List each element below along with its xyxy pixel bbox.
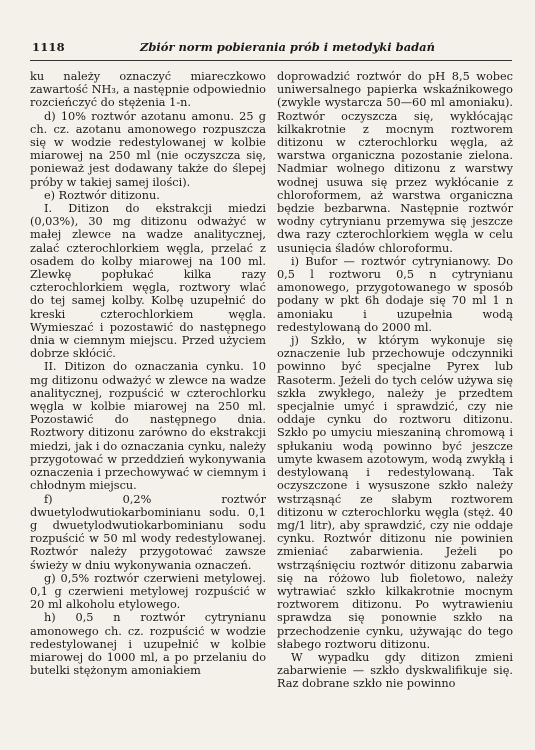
paragraph: W wypadku gdy ditizon zmieni zabarwienie — szkło dyskwalifikuje się. Raz dobrane szkło nie powinno bbox=[277, 650, 513, 691]
paragraph: h) 0,5 n roztwór cytrynianu amonowego ch. cz. rozpuścić w wodzie redestylowanej i uzupełnić w kolbie miarowej do 1000 ml, a po przelaniu do butelki stężonym amoniakiem bbox=[30, 611, 266, 678]
paragraph: e) Roztwór ditizonu. bbox=[44, 188, 160, 202]
paragraph: ku należy oznaczyć miareczkowo zawartość NH₃, a następnie odpowiednio rozcieńczyć do stężenia 1-n. bbox=[30, 70, 266, 110]
page-number: 1118 bbox=[32, 40, 65, 54]
left-column bbox=[30, 70, 266, 677]
paragraph: g) 0,5% roztwór czerwieni metylowej. 0,1 g czerwieni metylowej rozpuścić w 20 ml alkoholu etylowego. bbox=[30, 571, 266, 612]
right-column bbox=[277, 70, 513, 691]
paragraph: doprowadzić roztwór do pH 8,5 wobec uniwersalnego papierka wskaźnikowego (zwykle wystarcza 50—60 ml amoniaku). Roztwór oczyszcza się, wykłócając kilkakrotnie z mocnym roztworem ditizonu w czterochlorku węgla, aż warstwa organiczna pozostanie zielona. Nadmiar wolnego ditizonu z warstwy wodnej usuwa się przez wykłócanie z chloroformem, aż warstwa organiczna będzie bezbarwna. Następnie roztwór wodny cytrynianu przemywa się jeszcze dwa razy czterochlorkiem węgla w celu usunięcia śladów chloroformu. bbox=[277, 70, 513, 255]
header-rule bbox=[30, 60, 512, 61]
page-header bbox=[30, 40, 510, 58]
paragraph: II. Ditizon do oznaczania cynku. 10 mg ditizonu odważyć w zlewce na wadze analitycznej, rozpuścić w czterochlorku węgla w kolbie miarowej na 250 ml. Pozostawić do następnego dnia. Roztwory ditizonu zarówno do ekstrakcji miedzi, jak i do oznaczania cynku, należy przygotować w przeddzień wykonywania oznaczenia i przechowywać w ciemnym i chłodnym miejscu. bbox=[30, 360, 266, 493]
paragraph: d) 10% roztwór azotanu amonu. 25 g ch. cz. azotanu amonowego rozpuszcza się w wodzie redestylowanej w kolbie miarowej na 250 ml (nie oczyszcza się, ponieważ jest dodawany także do ślepej próby w takiej samej ilości). bbox=[30, 109, 266, 189]
paragraph: I. Ditizon do ekstrakcji miedzi (0,03%), 30 mg ditizonu odważyć w małej zlewce na wadze analitycznej, zalać czterochlorkiem węgla, przelać z osadem do kolby miarowej na 100 ml. Zlewkę popłukać kilka razy czterochlorkiem węgla, roztwory wlać do tej samej kolby. Kolbę uzupełnić do kreski czterochlorkiem węgla. Wymieszać i pozostawić do następnego dnia w ciemnym miejscu. Przed użyciem dobrze skłócić. bbox=[30, 202, 266, 361]
paragraph: f) 0,2% roztwór dwuetylodwutiokarbominianu sodu. 0,1 g dwuetylodwutiokarbominianu sodu rozpuścić w 50 ml wody redestylowanej. Roztwór należy przygotować zawsze świeży w dniu wykonywania oznaczeń. bbox=[30, 492, 266, 572]
paragraph: i) Bufor — roztwór cytrynianowy. Do 0,5 l roztworu 0,5 n cytrynianu amonowego, przygotowanego w sposób podany w pkt 6h dodaje się 70 ml 1 n amoniaku i uzupełnia wodą redestylowaną do 2000 ml. bbox=[277, 254, 513, 334]
paragraph: j) Szkło, w którym wykonuje się oznaczenie lub przechowuje odczynniki powinno być specjalne Pyrex lub Rasoterm. Jeżeli do tych celów używa się szkła zwykłego, należy je przedtem specjalnie umyć i sprawdzić, czy nie oddaje cynku do roztworu ditizonu. Szkło po umyciu mieszaniną chromową i spłukaniu wodą powinno być jeszcze umyte kwasem azotowym, wodą zwykłą i destylowaną i redestylowaną. Tak oczyszczone i wysuszone szkło należy wstrząsnąć ze słabym roztworem ditizonu w czterochlorku węgla (stęż. 40 mg/1 litr), aby sprawdzić, czy nie oddaje cynku. Roztwór ditizonu nie powinien zmieniać zabarwienia. Jeżeli po wstrząśnięciu roztwór ditizonu zabarwia się na różowo lub fioletowo, należy wytrawiać szkło kilkakrotnie mocnym roztworem ditizonu. Po wytrawieniu sprawdza się ponownie szkło na przechodzenie cynku, używając do tego słabego roztworu ditizonu. bbox=[277, 334, 513, 651]
running-title: Zbiór norm pobierania prób i metodyki badań bbox=[140, 40, 435, 54]
